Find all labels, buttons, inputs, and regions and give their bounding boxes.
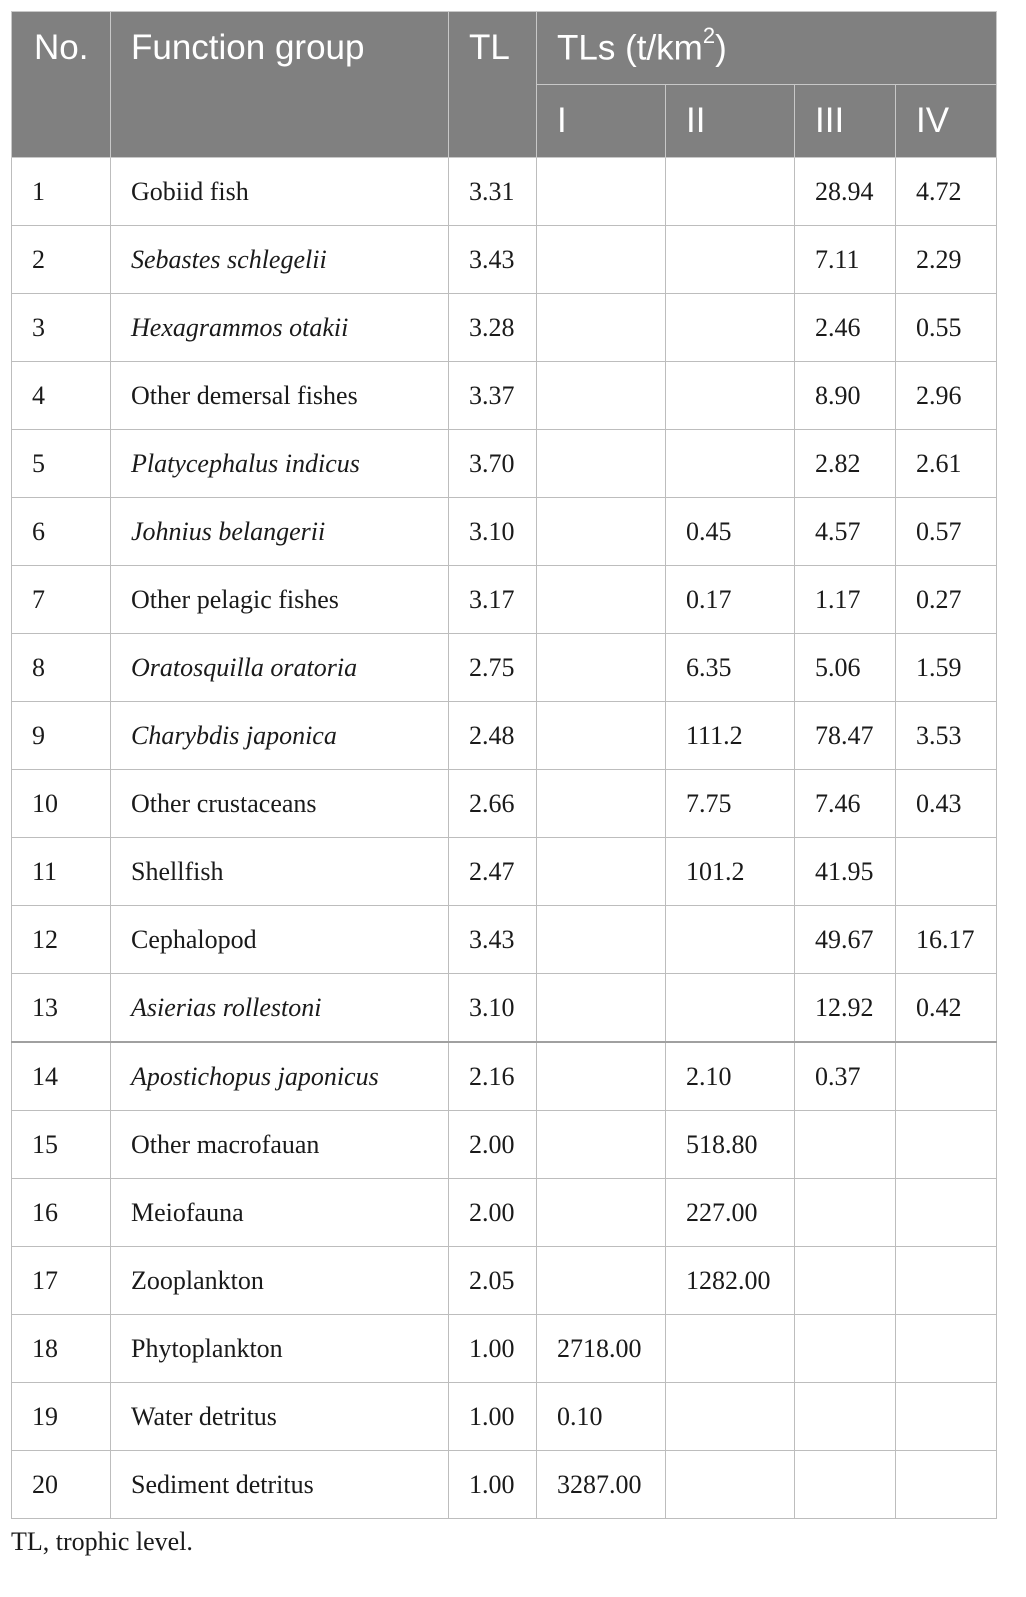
cell-level-iii	[795, 1247, 896, 1315]
cell-level-iii: 5.06	[795, 634, 896, 702]
cell-no: 10	[12, 770, 111, 838]
cell-tl: 3.28	[449, 294, 537, 362]
cell-level-iv: 0.43	[896, 770, 997, 838]
cell-level-ii	[666, 1383, 795, 1451]
cell-level-iv: 4.72	[896, 158, 997, 226]
cell-level-ii	[666, 158, 795, 226]
table-row	[12, 1042, 997, 1111]
cell-no: 9	[12, 702, 111, 770]
cell-level-ii	[666, 1315, 795, 1383]
cell-function-group: Apostichopus japonicus	[111, 1042, 449, 1111]
cell-level-iii: 41.95	[795, 838, 896, 906]
table-body	[12, 158, 997, 1519]
cell-level-ii	[666, 226, 795, 294]
cell-tl: 2.75	[449, 634, 537, 702]
cell-level-i	[537, 1042, 666, 1111]
cell-level-iii: 1.17	[795, 566, 896, 634]
cell-level-i	[537, 430, 666, 498]
cell-level-i: 3287.00	[537, 1451, 666, 1519]
cell-function-group: Zooplankton	[111, 1247, 449, 1315]
cell-level-ii: 227.00	[666, 1179, 795, 1247]
cell-level-i	[537, 158, 666, 226]
cell-no: 1	[12, 158, 111, 226]
cell-level-iii: 7.11	[795, 226, 896, 294]
cell-level-i	[537, 1111, 666, 1179]
cell-level-iv: 0.57	[896, 498, 997, 566]
cell-function-group: Sebastes schlegelii	[111, 226, 449, 294]
cell-no: 15	[12, 1111, 111, 1179]
header-level-iii: III	[795, 85, 896, 158]
cell-level-iv: 0.55	[896, 294, 997, 362]
cell-tl: 2.47	[449, 838, 537, 906]
cell-level-iii: 2.46	[795, 294, 896, 362]
header-function-group: Function group	[111, 12, 449, 158]
cell-level-i	[537, 702, 666, 770]
table-footnote: TL, trophic level.	[11, 1527, 193, 1556]
cell-level-iv	[896, 1451, 997, 1519]
cell-level-i	[537, 1247, 666, 1315]
cell-tl: 1.00	[449, 1315, 537, 1383]
cell-level-ii: 1282.00	[666, 1247, 795, 1315]
table-row	[12, 362, 997, 430]
cell-level-ii	[666, 974, 795, 1043]
cell-tl: 2.48	[449, 702, 537, 770]
table-row	[12, 974, 997, 1043]
header-level-iv: IV	[896, 85, 997, 158]
cell-level-iii: 28.94	[795, 158, 896, 226]
cell-level-iii: 78.47	[795, 702, 896, 770]
table-row	[12, 566, 997, 634]
cell-level-ii	[666, 294, 795, 362]
cell-tl: 2.16	[449, 1042, 537, 1111]
cell-function-group: Other macrofauan	[111, 1111, 449, 1179]
cell-level-ii	[666, 906, 795, 974]
cell-tl: 2.00	[449, 1111, 537, 1179]
cell-level-ii: 101.2	[666, 838, 795, 906]
table-row	[12, 1383, 997, 1451]
table-row	[12, 430, 997, 498]
cell-level-i: 2718.00	[537, 1315, 666, 1383]
cell-level-i	[537, 566, 666, 634]
cell-level-iii	[795, 1111, 896, 1179]
cell-function-group: Phytoplankton	[111, 1315, 449, 1383]
cell-no: 6	[12, 498, 111, 566]
table-row	[12, 1247, 997, 1315]
cell-level-iv: 2.29	[896, 226, 997, 294]
cell-level-iii: 7.46	[795, 770, 896, 838]
header-level-ii: II	[666, 85, 795, 158]
cell-no: 14	[12, 1042, 111, 1111]
cell-level-i	[537, 838, 666, 906]
cell-no: 7	[12, 566, 111, 634]
cell-level-iv	[896, 1315, 997, 1383]
cell-tl: 3.17	[449, 566, 537, 634]
trophic-level-table	[11, 11, 997, 1519]
cell-function-group: Platycephalus indicus	[111, 430, 449, 498]
cell-function-group: Water detritus	[111, 1383, 449, 1451]
table-row	[12, 1315, 997, 1383]
header-tls-prefix: TLs (t/km	[557, 28, 703, 68]
cell-tl: 3.70	[449, 430, 537, 498]
cell-tl: 2.05	[449, 1247, 537, 1315]
header-tl: TL	[449, 12, 537, 158]
cell-level-iii: 8.90	[795, 362, 896, 430]
cell-level-ii: 0.45	[666, 498, 795, 566]
cell-no: 17	[12, 1247, 111, 1315]
header-level-i: I	[537, 85, 666, 158]
header-tls-suffix: )	[715, 28, 727, 68]
cell-function-group: Other pelagic fishes	[111, 566, 449, 634]
table-row	[12, 1111, 997, 1179]
cell-function-group: Cephalopod	[111, 906, 449, 974]
cell-function-group: Other demersal fishes	[111, 362, 449, 430]
cell-level-i	[537, 294, 666, 362]
cell-level-iii: 49.67	[795, 906, 896, 974]
table-row	[12, 838, 997, 906]
cell-level-i	[537, 226, 666, 294]
cell-no: 12	[12, 906, 111, 974]
table-row	[12, 634, 997, 702]
cell-no: 13	[12, 974, 111, 1043]
table-row	[12, 702, 997, 770]
cell-level-iv: 2.61	[896, 430, 997, 498]
cell-level-iv	[896, 1111, 997, 1179]
cell-level-iv	[896, 1042, 997, 1111]
cell-level-i	[537, 634, 666, 702]
cell-level-iv: 16.17	[896, 906, 997, 974]
cell-level-ii: 2.10	[666, 1042, 795, 1111]
cell-level-iii	[795, 1179, 896, 1247]
cell-level-i	[537, 770, 666, 838]
cell-no: 3	[12, 294, 111, 362]
cell-level-ii: 7.75	[666, 770, 795, 838]
table-header	[12, 12, 997, 158]
cell-level-iv	[896, 1247, 997, 1315]
cell-level-iv: 1.59	[896, 634, 997, 702]
cell-function-group: Hexagrammos otakii	[111, 294, 449, 362]
cell-function-group: Meiofauna	[111, 1179, 449, 1247]
cell-no: 5	[12, 430, 111, 498]
cell-level-ii: 0.17	[666, 566, 795, 634]
cell-no: 18	[12, 1315, 111, 1383]
cell-function-group: Johnius belangerii	[111, 498, 449, 566]
cell-level-ii: 6.35	[666, 634, 795, 702]
cell-no: 19	[12, 1383, 111, 1451]
cell-no: 16	[12, 1179, 111, 1247]
cell-level-ii: 111.2	[666, 702, 795, 770]
cell-level-ii	[666, 430, 795, 498]
cell-level-iv: 0.42	[896, 974, 997, 1043]
table-row	[12, 226, 997, 294]
cell-level-ii	[666, 362, 795, 430]
cell-tl: 1.00	[449, 1383, 537, 1451]
cell-level-iii	[795, 1315, 896, 1383]
cell-tl: 3.43	[449, 906, 537, 974]
cell-no: 8	[12, 634, 111, 702]
cell-level-i	[537, 906, 666, 974]
cell-function-group: Asierias rollestoni	[111, 974, 449, 1043]
cell-function-group: Sediment detritus	[111, 1451, 449, 1519]
cell-level-iv	[896, 838, 997, 906]
table-row	[12, 1179, 997, 1247]
cell-no: 2	[12, 226, 111, 294]
cell-tl: 3.31	[449, 158, 537, 226]
cell-tl: 3.43	[449, 226, 537, 294]
cell-no: 4	[12, 362, 111, 430]
table-row	[12, 498, 997, 566]
cell-function-group: Other crustaceans	[111, 770, 449, 838]
cell-tl: 3.10	[449, 498, 537, 566]
table-row	[12, 1451, 997, 1519]
cell-level-iii: 12.92	[795, 974, 896, 1043]
cell-level-iii: 4.57	[795, 498, 896, 566]
cell-level-iv	[896, 1383, 997, 1451]
cell-function-group: Gobiid fish	[111, 158, 449, 226]
cell-level-iii: 2.82	[795, 430, 896, 498]
cell-level-i	[537, 498, 666, 566]
table-row	[12, 770, 997, 838]
cell-level-iv: 0.27	[896, 566, 997, 634]
header-tls-sup: 2	[702, 23, 716, 49]
cell-tl: 3.37	[449, 362, 537, 430]
cell-level-i: 0.10	[537, 1383, 666, 1451]
cell-level-i	[537, 362, 666, 430]
cell-function-group: Shellfish	[111, 838, 449, 906]
cell-function-group: Charybdis japonica	[111, 702, 449, 770]
table-row	[12, 158, 997, 226]
table-row	[12, 906, 997, 974]
cell-no: 11	[12, 838, 111, 906]
cell-level-iv	[896, 1179, 997, 1247]
cell-function-group: Oratosquilla oratoria	[111, 634, 449, 702]
cell-no: 20	[12, 1451, 111, 1519]
header-no: No.	[12, 12, 111, 158]
cell-level-i	[537, 1179, 666, 1247]
cell-tl: 2.66	[449, 770, 537, 838]
cell-level-ii: 518.80	[666, 1111, 795, 1179]
cell-level-iv: 3.53	[896, 702, 997, 770]
header-tls	[537, 12, 997, 85]
cell-tl: 3.10	[449, 974, 537, 1043]
cell-level-iii	[795, 1451, 896, 1519]
cell-tl: 2.00	[449, 1179, 537, 1247]
cell-level-i	[537, 974, 666, 1043]
cell-level-iv: 2.96	[896, 362, 997, 430]
cell-level-iii: 0.37	[795, 1042, 896, 1111]
cell-level-iii	[795, 1383, 896, 1451]
cell-level-ii	[666, 1451, 795, 1519]
table-row	[12, 294, 997, 362]
cell-tl: 1.00	[449, 1451, 537, 1519]
